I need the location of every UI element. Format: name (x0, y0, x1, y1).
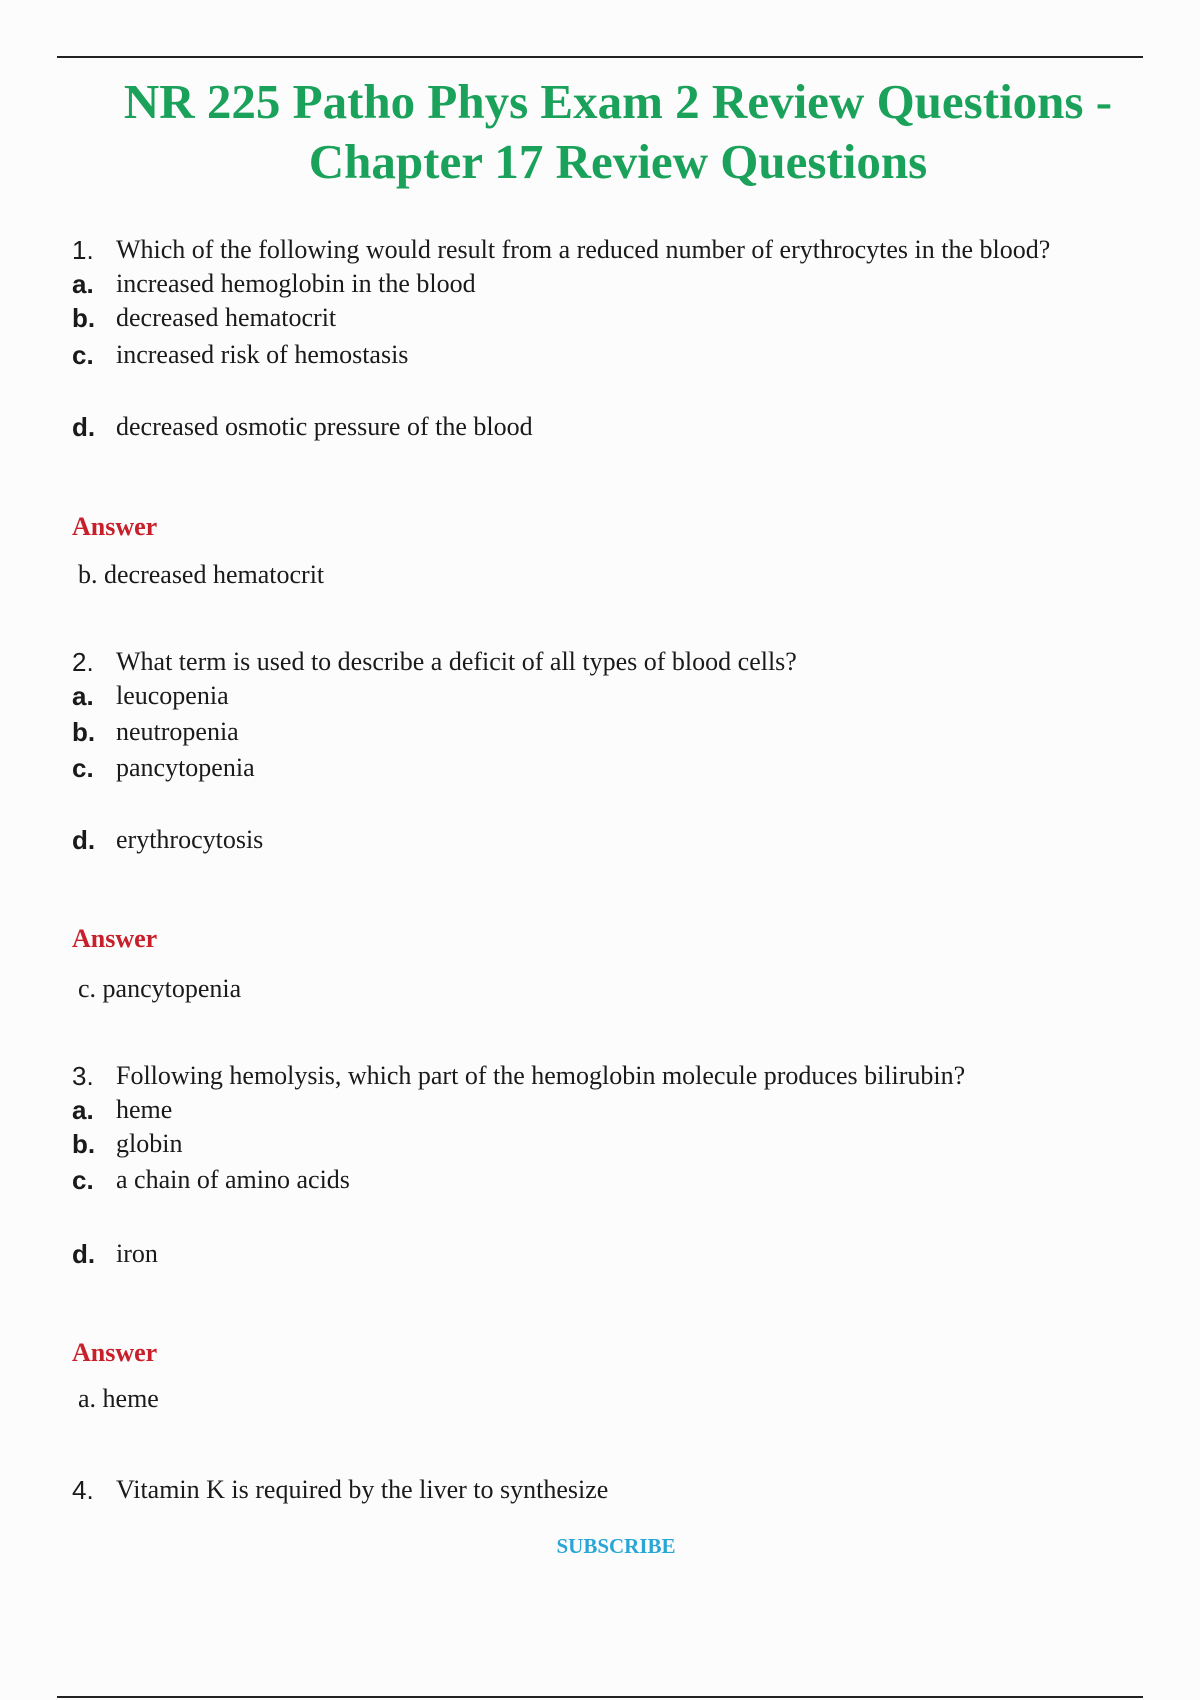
option-3b (72, 1128, 182, 1160)
option-text: increased hemoglobin in the blood (116, 269, 476, 298)
option-1b (72, 302, 336, 334)
page-title: NR 225 Patho Phys Exam 2 Review Questions - Chapter 17 Review Questions (123, 74, 1113, 189)
option-3d (72, 1238, 158, 1270)
option-2c (72, 752, 255, 784)
option-text: decreased osmotic pressure of the blood (116, 412, 533, 441)
option-text: neutropenia (116, 717, 239, 746)
option-letter: a. (72, 268, 94, 299)
option-2d (72, 824, 263, 856)
question-4 (72, 1474, 608, 1506)
option-text: decreased hematocrit (116, 303, 337, 332)
top-rule (57, 56, 1143, 58)
answer-label: Answer (72, 512, 158, 541)
option-1a (72, 268, 476, 300)
answer-text: b. decreased hematocrit (78, 560, 325, 589)
option-letter: d. (72, 1238, 96, 1269)
option-text: globin (116, 1129, 183, 1158)
option-letter: c. (72, 339, 94, 370)
option-text: iron (116, 1239, 158, 1268)
question-text: Following hemolysis, which part of the hemoglobin molecule produces bilirubin? (116, 1061, 966, 1090)
bottom-rule (57, 1696, 1143, 1698)
question-1 (72, 234, 1050, 266)
question-text: Which of the following would result from a reduced number of erythrocytes in the blood? (116, 235, 1051, 264)
option-letter: b. (72, 302, 96, 333)
option-letter: d. (72, 824, 96, 855)
option-letter: a. (72, 680, 94, 711)
option-letter: c. (72, 752, 94, 783)
question-3 (72, 1060, 965, 1092)
option-letter: d. (72, 411, 96, 442)
answer-label: Answer (72, 924, 158, 953)
option-text: erythrocytosis (116, 825, 264, 854)
question-number: 2. (72, 646, 94, 677)
option-letter: c. (72, 1164, 94, 1195)
question-2 (72, 646, 797, 678)
option-letter: a. (72, 1094, 94, 1125)
option-text: leucopenia (116, 681, 229, 710)
option-3c (72, 1164, 350, 1196)
option-text: increased risk of hemostasis (116, 340, 409, 369)
question-number: 1. (72, 234, 94, 265)
option-1d (72, 411, 533, 443)
option-2a (72, 680, 229, 712)
answer-text: a. heme (78, 1384, 159, 1413)
answer-text: c. pancytopenia (78, 974, 242, 1003)
option-3a (72, 1094, 172, 1126)
question-number: 3. (72, 1060, 94, 1091)
question-number: 4. (72, 1474, 94, 1505)
question-text: Vitamin K is required by the liver to synthesize (116, 1475, 609, 1504)
option-letter: b. (72, 1128, 96, 1159)
option-text: a chain of amino acids (116, 1165, 350, 1194)
subscribe-link[interactable]: SUBSCRIBE (556, 1534, 676, 1558)
option-text: heme (116, 1095, 173, 1124)
answer-label: Answer (72, 1338, 158, 1367)
option-text: pancytopenia (116, 753, 255, 782)
option-letter: b. (72, 716, 96, 747)
question-text: What term is used to describe a deficit of all types of blood cells? (116, 647, 797, 676)
option-1c (72, 339, 408, 371)
option-2b (72, 716, 239, 748)
